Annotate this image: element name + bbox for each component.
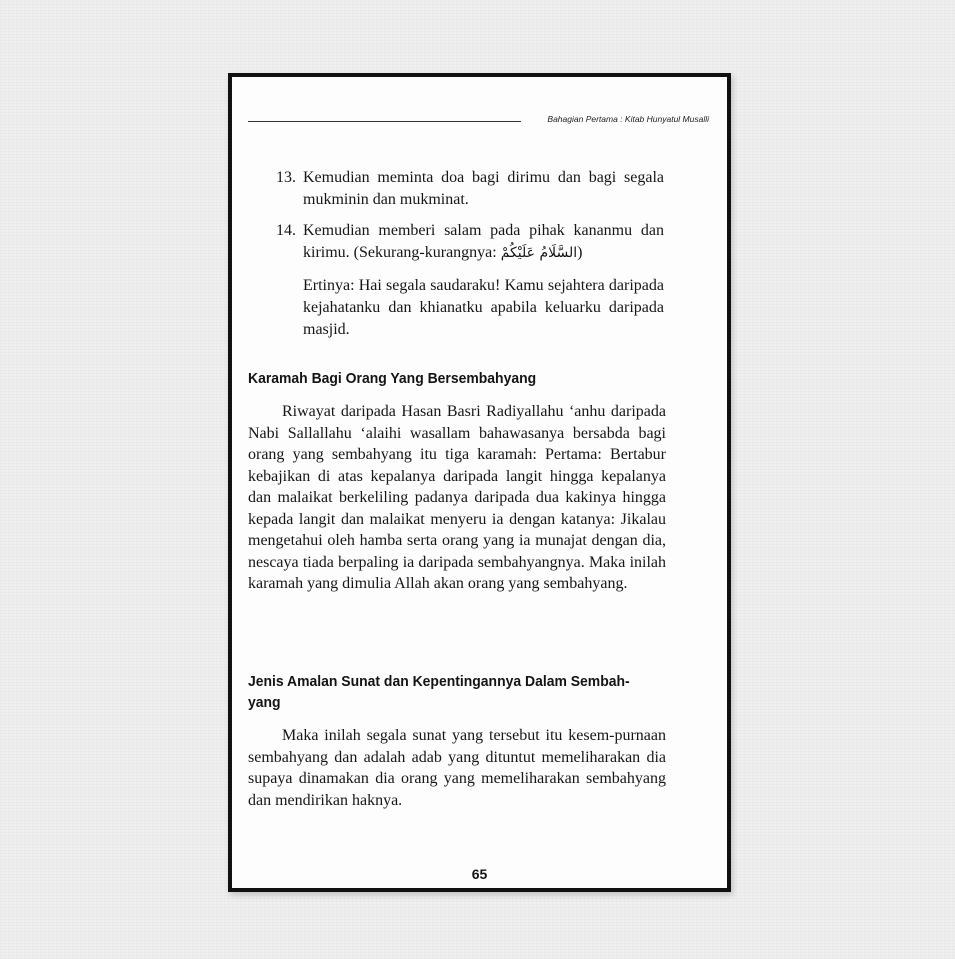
item-text-after: ) xyxy=(577,244,583,261)
section-heading-amalan-sunat: Jenis Amalan Sunat dan Kepentingannya Dalam Sembah-yang xyxy=(248,673,630,711)
running-head-text: Bahagian Pertama : Kitab Hunyatul Musalli xyxy=(547,114,709,124)
running-head xyxy=(248,110,709,124)
section-paragraph-karamah: Riwayat daripada Hasan Basri Radiyallahu ‘anhu daripada Nabi Sallallahu ‘alaihi wasallam bahawasanya bersabda bagi orang yang sembahyang itu tiga karamah: Pertama: Bertabur kebajikan di atas kepalanya daripada langit hingga kepalanya dan malaikat berkeliling padanya daripada dua kakinya hingga kepada langit dan malaikat menyeru ia dengan katanya: Jikalau mengetahui oleh hamba serta orang yang ia munajat dengan dia, nescaya tiada berpaling ia daripada sembahyangnya. Maka inilah karamah yang dimulia Allah akan orang yang sembahyang. xyxy=(248,403,666,592)
item-number: 13. xyxy=(276,169,296,186)
item-14-translation: Ertinya: Hai segala saudaraku! Kamu sejahtera daripada kejahatanku dan khianatku apabila keluarku daripada masjid. xyxy=(303,277,664,338)
list-item-13 xyxy=(276,167,664,211)
header-rule xyxy=(248,121,521,122)
section-heading-karamah: Karamah Bagi Orang Yang Bersembahyang xyxy=(248,370,537,387)
item-text: Kemudian meminta doa bagi dirimu dan bagi segala mukminin dan mukminat. xyxy=(303,169,664,208)
arabic-salam: السَّلَامُ عَلَيْكُمْ xyxy=(500,245,578,261)
book-page xyxy=(228,73,731,892)
section-paragraph-amalan-sunat: Maka inilah segala sunat yang tersebut itu kesem-purnaan sembahyang dan adalah adab yang dituntut memeliharakan dia supaya dinamakan dia orang yang memeliharakan sembahyang dan mendirikan haknya. xyxy=(248,727,666,809)
item-number: 14. xyxy=(276,222,296,239)
item-text-before: Kemudian memberi salam pada pihak kananmu dan kirimu. (Sekurang-kurangnya: xyxy=(303,222,664,261)
page-number: 65 xyxy=(471,866,488,882)
list-item-14 xyxy=(276,220,664,264)
item-text xyxy=(303,220,664,264)
